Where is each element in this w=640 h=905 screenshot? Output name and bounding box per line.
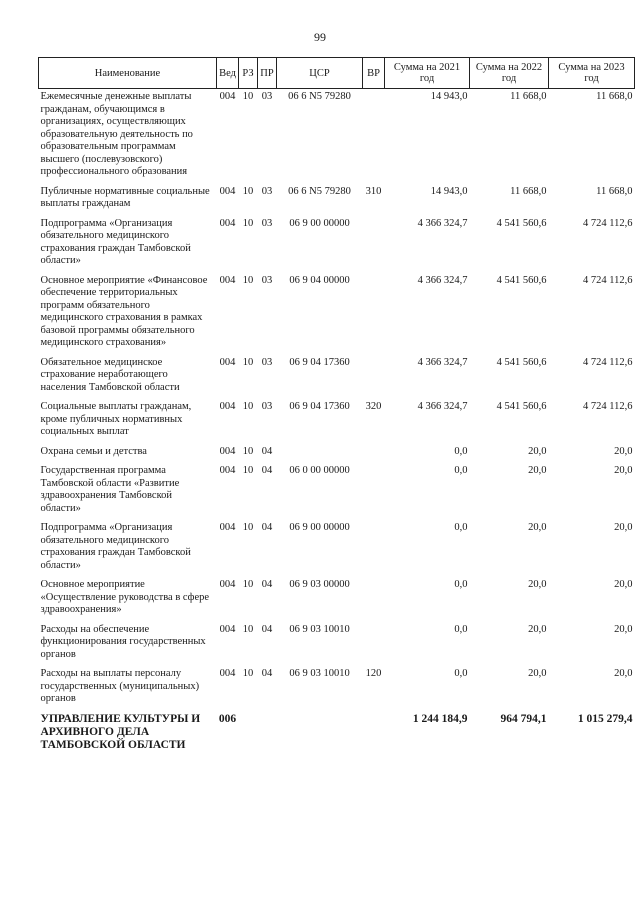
cell-name: Расходы на выплаты персоналу государственных (муниципальных) органов — [40, 668, 200, 704]
cell-ved: 004 — [219, 91, 236, 102]
table-row — [39, 577, 635, 622]
header-rz: РЗ — [239, 58, 258, 89]
cell-name: УПРАВЛЕНИЕ КУЛЬТУРЫ И АРХИВНОГО ДЕЛА ТАМБОВСКОЙ ОБЛАСТИ — [40, 712, 201, 751]
cell-sum-2021: 1 244 184,9 — [412, 712, 468, 725]
cell-name: Основное мероприятие «Финансовое обеспечение территориальных программ обязательного медицинского страхования в рамках базовой программы обязательного медицинского страхования» — [40, 274, 208, 348]
cell-rz: 10 — [242, 522, 254, 533]
cell-pr: 03 — [261, 274, 273, 286]
cell-rz: 10 — [242, 356, 254, 368]
table-body — [39, 89, 635, 757]
cell-csr: 06 9 04 00000 — [289, 274, 350, 286]
page-number: 99 — [314, 30, 326, 44]
cell-rz: 10 — [242, 668, 254, 679]
cell-sum-2021: 4 366 324,7 — [417, 274, 468, 286]
cell-pr: 04 — [261, 445, 273, 457]
cell-sum-2021: 0,0 — [454, 522, 468, 533]
cell-vr — [363, 444, 385, 464]
cell-sum-2023: 20,0 — [614, 623, 633, 635]
cell-pr: 03 — [261, 217, 273, 229]
cell-sum-2021: 0,0 — [454, 668, 468, 679]
cell-sum-2023: 20,0 — [614, 579, 633, 590]
cell-ved: 004 — [219, 274, 236, 286]
cell-sum-2022: 11 668,0 — [510, 185, 547, 197]
header-sum-2022: Сумма на 2022 год — [470, 58, 549, 89]
cell-sum-2023: 11 668,0 — [596, 91, 633, 102]
cell-sum-2022: 20,0 — [528, 579, 547, 590]
cell-vr — [363, 520, 385, 577]
cell-sum-2022: 20,0 — [528, 445, 547, 457]
cell-sum-2022: 4 541 560,6 — [496, 274, 547, 286]
cell-rz: 10 — [242, 217, 254, 229]
cell-csr — [277, 711, 363, 757]
cell-rz: 10 — [242, 623, 254, 635]
cell-vr: 310 — [365, 185, 382, 197]
cell-sum-2023: 20,0 — [614, 445, 633, 457]
cell-pr: 04 — [261, 623, 273, 635]
cell-vr — [363, 463, 385, 520]
cell-csr: 06 9 04 17360 — [289, 401, 350, 412]
cell-pr: 04 — [261, 465, 273, 476]
cell-sum-2022: 20,0 — [528, 465, 547, 476]
cell-ved: 004 — [219, 185, 236, 197]
cell-vr — [363, 89, 385, 184]
cell-sum-2022: 4 541 560,6 — [496, 356, 547, 368]
header-csr: ЦСР — [277, 58, 363, 89]
cell-pr: 04 — [261, 668, 273, 679]
cell-csr — [277, 444, 363, 464]
cell-ved: 004 — [219, 668, 236, 679]
cell-sum-2023: 4 724 112,6 — [583, 401, 633, 412]
table-row — [39, 520, 635, 577]
cell-sum-2021: 0,0 — [454, 579, 468, 590]
cell-sum-2023: 1 015 279,4 — [577, 712, 633, 725]
cell-ved: 004 — [219, 217, 236, 229]
cell-sum-2022: 20,0 — [528, 623, 547, 635]
table-row — [39, 711, 635, 757]
cell-sum-2023: 4 724 112,6 — [583, 356, 633, 368]
table-row — [39, 216, 635, 273]
cell-sum-2023: 20,0 — [614, 522, 633, 533]
cell-vr — [363, 216, 385, 273]
cell-pr: 04 — [261, 579, 273, 590]
cell-pr: 03 — [261, 185, 273, 197]
cell-sum-2021: 4 366 324,7 — [417, 217, 468, 229]
header-ved: Вед — [217, 58, 239, 89]
cell-csr: 06 9 00 00000 — [289, 217, 350, 229]
header-vr: ВР — [363, 58, 385, 89]
table-row — [39, 444, 635, 464]
cell-rz: 10 — [242, 401, 254, 412]
cell-pr: 03 — [261, 401, 273, 412]
cell-ved: 004 — [219, 401, 236, 412]
cell-name: Государственная программа Тамбовской области «Развитие здравоохранения Тамбовской области» — [40, 465, 180, 514]
cell-sum-2021: 0,0 — [454, 465, 468, 476]
cell-rz: 10 — [242, 185, 254, 197]
cell-sum-2023: 4 724 112,6 — [583, 274, 633, 286]
cell-csr: 06 9 00 00000 — [289, 522, 350, 533]
cell-rz: 10 — [242, 465, 254, 476]
cell-name: Охрана семьи и детства — [40, 445, 147, 457]
table-row — [39, 622, 635, 667]
cell-rz: 10 — [242, 445, 254, 457]
table-row — [39, 273, 635, 355]
cell-vr — [363, 273, 385, 355]
cell-pr: 03 — [261, 356, 273, 368]
cell-vr: 120 — [365, 668, 382, 679]
header-sum-2021: Сумма на 2021 год — [385, 58, 470, 89]
cell-csr: 06 6 N5 79280 — [288, 91, 351, 102]
cell-sum-2023: 20,0 — [614, 668, 633, 679]
cell-name: Расходы на обеспечение функционирования государственных органов — [40, 623, 206, 660]
cell-sum-2022: 4 541 560,6 — [496, 217, 547, 229]
cell-ved: 004 — [219, 356, 236, 368]
cell-name: Ежемесячные денежные выплаты гражданам, обучающимся в организациях, осуществляющих образовательную деятельность по образовательным программам высшего (послевузовского) профессионального образования — [40, 91, 193, 177]
cell-sum-2023: 4 724 112,6 — [583, 217, 633, 229]
table-row — [39, 399, 635, 444]
cell-vr — [363, 622, 385, 667]
cell-name: Обязательное медицинское страхование неработающего населения Тамбовской области — [40, 356, 180, 393]
cell-pr: 04 — [261, 522, 273, 533]
table-row — [39, 184, 635, 216]
table-row — [39, 463, 635, 520]
cell-csr: 06 9 03 10010 — [289, 668, 350, 679]
cell-sum-2021: 4 366 324,7 — [417, 356, 468, 368]
cell-name: Подпрограмма «Организация обязательного медицинского страхования граждан Тамбовской области» — [40, 217, 191, 266]
cell-sum-2023: 11 668,0 — [596, 185, 633, 197]
cell-sum-2023: 20,0 — [614, 465, 633, 476]
cell-sum-2022: 964 794,1 — [500, 712, 547, 725]
cell-name: Основное мероприятие «Осуществление руководства в сфере здравоохранения» — [40, 579, 210, 615]
cell-sum-2022: 20,0 — [528, 522, 547, 533]
cell-vr — [363, 355, 385, 400]
cell-ved: 006 — [218, 712, 237, 725]
cell-ved: 004 — [219, 522, 236, 533]
cell-sum-2021: 0,0 — [454, 623, 468, 635]
cell-rz: 10 — [242, 91, 254, 102]
header-name: Наименование — [39, 58, 217, 89]
header-pr: ПР — [258, 58, 277, 89]
cell-csr: 06 0 00 00000 — [289, 465, 350, 476]
cell-sum-2021: 0,0 — [454, 445, 468, 457]
cell-sum-2021: 4 366 324,7 — [417, 401, 468, 412]
cell-ved: 004 — [219, 465, 236, 476]
cell-ved: 004 — [219, 579, 236, 590]
cell-vr — [363, 711, 385, 757]
table-row — [39, 355, 635, 400]
cell-sum-2021: 14 943,0 — [430, 185, 468, 197]
header-sum-2023: Сумма на 2023 год — [549, 58, 635, 89]
table-row — [39, 666, 635, 711]
cell-rz: 10 — [242, 579, 254, 590]
cell-csr: 06 9 04 17360 — [289, 356, 350, 368]
cell-pr — [258, 711, 277, 757]
table-row — [39, 89, 635, 184]
cell-vr — [363, 577, 385, 622]
budget-table — [38, 57, 635, 757]
cell-name: Публичные нормативные социальные выплаты гражданам — [40, 185, 210, 209]
cell-csr: 06 9 03 00000 — [289, 579, 350, 590]
cell-pr: 03 — [261, 91, 273, 102]
table-header-row — [39, 58, 635, 89]
cell-csr: 06 9 03 10010 — [289, 623, 350, 635]
cell-rz — [239, 711, 258, 757]
cell-vr: 320 — [365, 401, 382, 412]
cell-sum-2022: 11 668,0 — [510, 91, 547, 102]
cell-sum-2022: 4 541 560,6 — [496, 401, 547, 412]
cell-name: Социальные выплаты гражданам, кроме публичных нормативных социальных выплат — [40, 401, 192, 437]
cell-sum-2022: 20,0 — [528, 668, 547, 679]
cell-name: Подпрограмма «Организация обязательного медицинского страхования граждан Тамбовской области» — [40, 522, 191, 571]
cell-ved: 004 — [219, 623, 236, 635]
cell-ved: 004 — [219, 445, 236, 457]
cell-csr: 06 6 N5 79280 — [288, 185, 351, 197]
cell-sum-2021: 14 943,0 — [430, 91, 468, 102]
cell-rz: 10 — [242, 274, 254, 286]
